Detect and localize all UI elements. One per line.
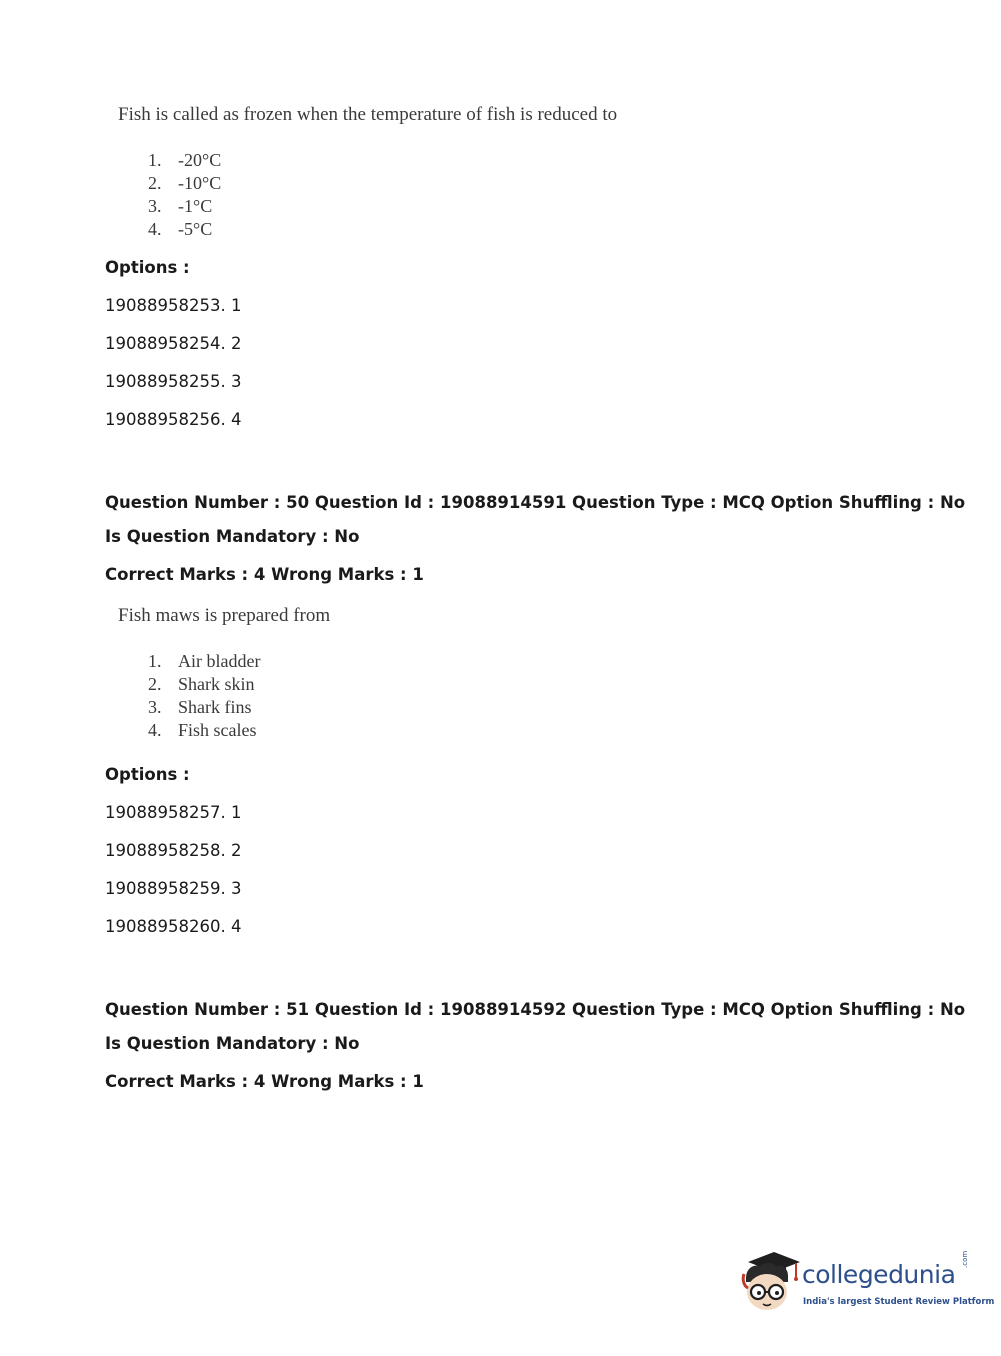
logo-suffix: .com (961, 1250, 969, 1268)
question-50-mandatory: Is Question Mandatory : No (105, 527, 360, 546)
choice-item: 2. Shark skin (148, 674, 255, 694)
choice-item: 3. -1°C (148, 196, 213, 216)
option-id-line: 19088958253. 1 (105, 296, 242, 315)
question-50-header: Question Number : 50 Question Id : 19088914591 Question Type : MCQ Option Shuffling : No (105, 493, 966, 512)
question-49-choices (148, 149, 221, 241)
student-mascot-icon (740, 1248, 802, 1320)
choice-item: 4. Fish scales (148, 720, 257, 740)
question-49-text: Fish is called as frozen when the temperature of fish is reduced to (118, 104, 618, 125)
question-51-marks: Correct Marks : 4 Wrong Marks : 1 (105, 1072, 424, 1091)
choice-item: 4. -5°C (148, 219, 213, 239)
option-id-line: 19088958255. 3 (105, 372, 242, 391)
options-label: Options : (105, 258, 190, 277)
option-id-line: 19088958257. 1 (105, 803, 242, 822)
question-50-marks: Correct Marks : 4 Wrong Marks : 1 (105, 565, 424, 584)
options-label: Options : (105, 765, 190, 784)
question-51-mandatory: Is Question Mandatory : No (105, 1034, 360, 1053)
option-id-line: 19088958254. 2 (105, 334, 242, 353)
choice-item: 3. Shark fins (148, 697, 252, 717)
question-50-text: Fish maws is prepared from (118, 605, 331, 626)
question-50-choices (148, 650, 260, 742)
option-id-line: 19088958260. 4 (105, 917, 242, 936)
option-id-line: 19088958258. 2 (105, 841, 242, 860)
option-id-line: 19088958256. 4 (105, 410, 242, 429)
choice-item: 1. -20°C (148, 150, 222, 170)
choice-item: 1. Air bladder (148, 651, 261, 671)
choice-item: 2. -10°C (148, 173, 222, 193)
logo-tagline: India's largest Student Review Platform (803, 1297, 995, 1307)
logo-wordmark: collegedunia (802, 1260, 956, 1289)
collegedunia-logo[interactable] (740, 1248, 995, 1320)
option-id-line: 19088958259. 3 (105, 879, 242, 898)
question-51-header: Question Number : 51 Question Id : 19088914592 Question Type : MCQ Option Shuffling : No (105, 1000, 966, 1019)
